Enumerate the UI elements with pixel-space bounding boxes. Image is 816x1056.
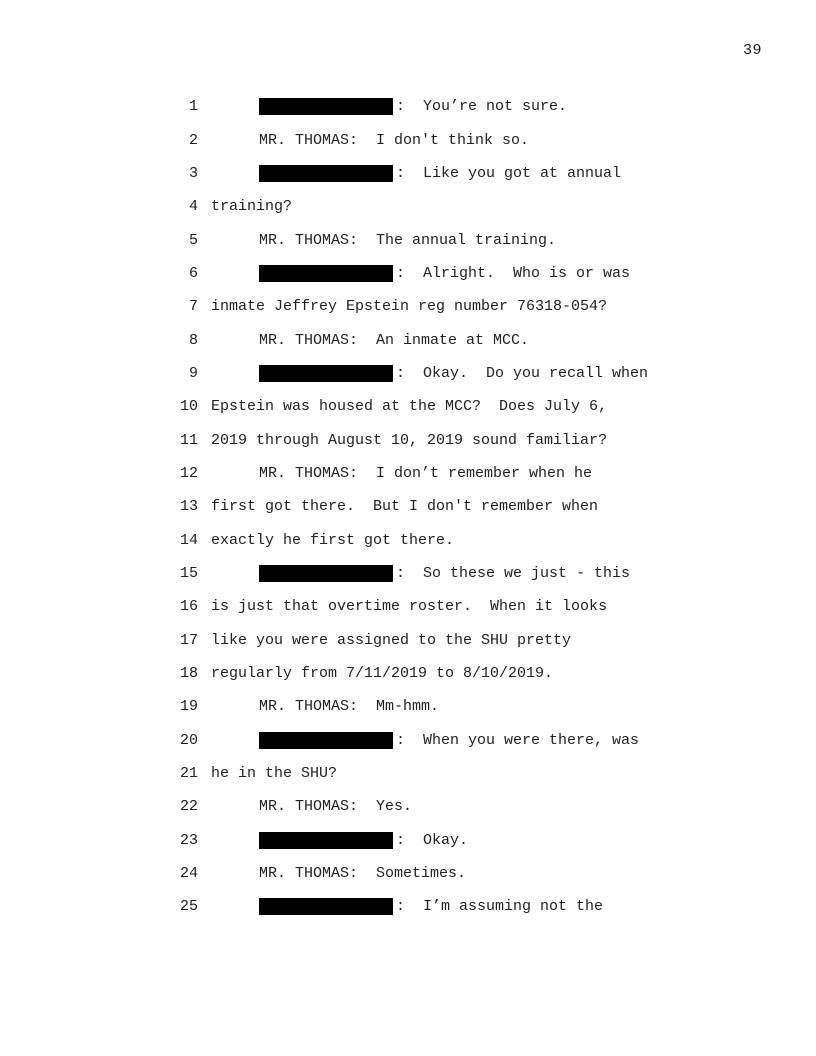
line-text: : Okay.: [396, 831, 469, 849]
line-number: 16: [179, 598, 198, 616]
line-text: : So these we just - this: [396, 564, 631, 582]
line-text: like you were assigned to the SHU pretty: [211, 631, 572, 649]
line-content: [259, 132, 529, 149]
transcript-line: [170, 257, 770, 290]
transcript-line: [170, 690, 770, 723]
line-content: [259, 832, 468, 849]
line-content: [211, 665, 553, 682]
line-number: 8: [188, 331, 198, 349]
line-text: : Alright. Who is or was: [396, 264, 631, 282]
line-content: [211, 632, 571, 649]
line-number: 18: [179, 665, 198, 683]
line-content: [259, 698, 439, 715]
line-number: 20: [179, 731, 198, 749]
line-text: MR. THOMAS: An inmate at MCC.: [259, 331, 530, 349]
transcript-line: [170, 157, 770, 190]
line-number: 11: [179, 431, 198, 449]
transcript-line: [170, 790, 770, 823]
line-text: : You’re not sure.: [396, 98, 568, 116]
redaction-block: [259, 832, 393, 849]
line-number: 4: [188, 198, 198, 216]
redaction-block: [259, 98, 393, 115]
transcript-line: [170, 657, 770, 690]
line-number: 21: [179, 765, 198, 783]
line-number: 10: [179, 398, 198, 416]
line-text: MR. THOMAS: Mm-hmm.: [259, 698, 440, 716]
transcript-line: [170, 357, 770, 390]
line-text: : Okay. Do you recall when: [396, 364, 649, 382]
transcript-line: [170, 290, 770, 323]
line-text: inmate Jeffrey Epstein reg number 76318-054?: [211, 298, 608, 316]
line-text: is just that overtime roster. When it looks: [211, 598, 608, 616]
transcript-line: [170, 557, 770, 590]
line-text: 2019 through August 10, 2019 sound familiar?: [211, 431, 608, 449]
line-number: 15: [179, 564, 198, 582]
line-number: 12: [179, 464, 198, 482]
redaction-block: [259, 565, 393, 582]
transcript-line: [170, 757, 770, 790]
line-content: [211, 532, 454, 549]
line-text: MR. THOMAS: Yes.: [259, 798, 413, 816]
line-number: 2: [188, 131, 198, 149]
line-text: exactly he first got there.: [211, 531, 455, 549]
transcript-line: [170, 223, 770, 256]
transcript-line: [170, 523, 770, 556]
redaction-block: [259, 732, 393, 749]
transcript-line: [170, 390, 770, 423]
line-content: [259, 865, 466, 882]
line-content: [211, 298, 607, 315]
line-content: [259, 98, 567, 115]
line-number: 14: [179, 531, 198, 549]
line-content: [259, 565, 630, 582]
line-text: first got there. But I don't remember when: [211, 498, 599, 516]
line-number: 7: [188, 298, 198, 316]
redaction-block: [259, 165, 393, 182]
transcript-line: [170, 323, 770, 356]
transcript-line: [170, 624, 770, 657]
line-content: [259, 798, 412, 815]
line-number: 25: [179, 898, 198, 916]
line-content: [259, 465, 592, 482]
line-text: MR. THOMAS: I don’t remember when he: [259, 464, 593, 482]
line-text: regularly from 7/11/2019 to 8/10/2019.: [211, 665, 554, 683]
transcript-line: [170, 824, 770, 857]
line-content: [211, 432, 607, 449]
transcript-line: [170, 890, 770, 923]
line-text: MR. THOMAS: The annual training.: [259, 231, 557, 249]
transcript-lines: [170, 90, 770, 924]
transcript-line: [170, 857, 770, 890]
line-content: [211, 198, 292, 215]
line-number: 3: [188, 164, 198, 182]
line-number: 5: [188, 231, 198, 249]
line-number: 24: [179, 865, 198, 883]
line-content: [211, 398, 607, 415]
line-content: [211, 765, 337, 782]
line-content: [259, 265, 630, 282]
transcript-line: [170, 457, 770, 490]
line-number: 19: [179, 698, 198, 716]
line-content: [259, 898, 603, 915]
line-number: 9: [188, 364, 198, 382]
line-content: [259, 732, 639, 749]
line-number: 13: [179, 498, 198, 516]
redaction-block: [259, 365, 393, 382]
line-text: MR. THOMAS: I don't think so.: [259, 131, 530, 149]
line-text: Epstein was housed at the MCC? Does July 6,: [211, 398, 608, 416]
page-number: 39: [742, 42, 762, 59]
line-number: 1: [188, 98, 198, 116]
line-text: : Like you got at annual: [396, 164, 622, 182]
line-text: he in the SHU?: [211, 765, 338, 783]
transcript-line: [170, 90, 770, 123]
line-content: [259, 232, 556, 249]
line-text: training?: [211, 198, 293, 216]
redaction-block: [259, 265, 393, 282]
transcript-line: [170, 123, 770, 156]
line-content: [211, 598, 607, 615]
transcript-line: [170, 490, 770, 523]
line-content: [259, 332, 529, 349]
line-number: 22: [179, 798, 198, 816]
transcript-line: [170, 190, 770, 223]
transcript-line: [170, 724, 770, 757]
line-content: [259, 365, 648, 382]
line-number: 17: [179, 631, 198, 649]
line-number: 23: [179, 831, 198, 849]
transcript-line: [170, 590, 770, 623]
line-content: [211, 498, 598, 515]
line-number: 6: [188, 264, 198, 282]
line-text: : When you were there, was: [396, 731, 640, 749]
line-text: MR. THOMAS: Sometimes.: [259, 865, 467, 883]
line-content: [259, 165, 621, 182]
transcript-line: [170, 423, 770, 456]
line-text: : I’m assuming not the: [396, 898, 604, 916]
redaction-block: [259, 898, 393, 915]
